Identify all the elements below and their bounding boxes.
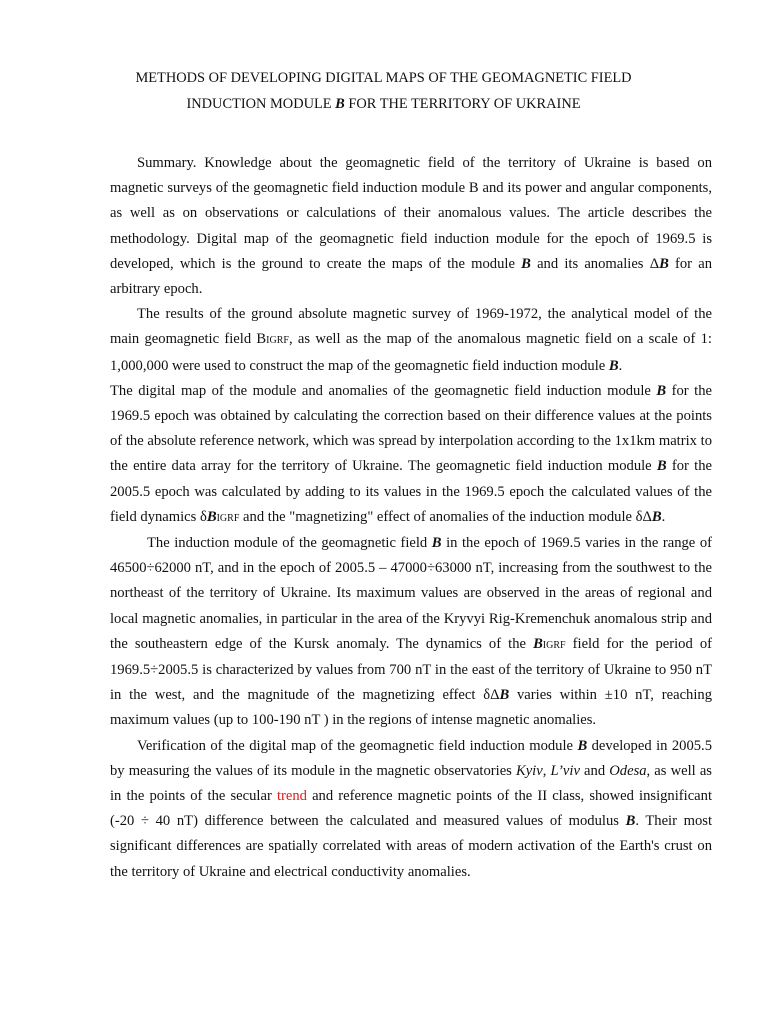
paper-title [55,65,712,117]
text-run: for an arbitrary epoch. [110,255,713,298]
paragraph-digital-map [110,379,712,531]
text-run: Summary. Knowledge about the geomagnetic field of the territory of Ukraine is based on magnetic surveys of the geomagnetic field induction module B and its power and angular components, as well as on observations or calculations of their anomalous values. The article describes the methodology. Digital map of the geomagnetic field induction module for the epoch of 1969.5 is developed, which is the ground to create the maps of the module [110,155,712,272]
text-run: . [661,508,666,525]
paper-body [110,151,712,885]
symbol-b: B [206,508,217,525]
place-kyiv: Kyiv [515,762,543,779]
place-odesa: Odesa [609,762,647,779]
symbol-b: B [499,687,510,704]
symbol-b: B [625,813,636,830]
subscript-igrf: IGRF [216,512,240,524]
paragraph-results [110,302,712,379]
subscript-igrf: IGRF [266,335,289,347]
text-run: . [618,357,623,374]
text-run: and reference magnetic points of the II class, showed insignificant (-20 ÷ 40 nT) difference between the calculated and measured values of modulus [110,788,713,830]
symbol-b: B [533,635,543,652]
symbol-b: B [656,458,667,475]
symbol-b: B [659,255,669,272]
text-run: The induction module of the geomagnetic field [147,535,432,552]
text-run: , as well as in the points of the secular [110,762,712,805]
title-line-1: METHODS OF DEVELOPING DIGITAL MAPS OF THE GEOMAGNETIC FIELD [135,70,632,86]
text-run: The digital map of the module and anomalies of the geomagnetic field induction module [110,382,657,399]
text-run: for the 1969.5 epoch was obtained by calculating the correction based on their difference values at the points of the absolute reference network, which was spread by interpolation according to the 1x1km matrix to the entire data array for the territory of Ukraine. The geomagnetic field induction module [110,382,712,475]
title-line-2 [55,91,712,117]
text-run: , as well as the map of the anomalous magnetic field on a scale of 1: 1,000,000 were used to construct the map of the geomagnetic field induction module [110,331,712,374]
text-run: and the "magnetizing" effect of anomalies of the induction module δΔ [239,508,652,525]
text-run: field for the period of 1969.5÷2005.5 is characterized by values from 700 nT in the east of the territory of Ukraine to 950 nT in the west, and the magnitude of the magnetizing effect δΔ [110,635,712,704]
text-run: and [579,762,610,779]
symbol-b: B [656,382,667,399]
symbol-b: B [577,737,588,754]
subscript-igrf: IGRF [542,639,566,651]
text-run: Verification of the digital map of the geomagnetic field induction module [137,737,578,754]
title-symbol-b: B [335,96,345,112]
text-run: . Their most significant differences are spatially correlated with areas of modern activation of the Earth's crust on the territory of Ukraine and electrical conductivity anomalies. [110,813,712,880]
title-line-2-pre: INDUCTION MODULE [186,96,336,112]
text-run: , [542,762,551,779]
text-run: in the epoch of 1969.5 varies in the range of 46500÷62000 nT, and in the epoch of 2005.5 – 47000÷63000 nT, increasing from the southwest to the northeast of the territory of Ukraine. Its maximum values are observed in the areas of regional and local magnetic anomalies, in particular in the area of the Kryvyi Rig-Kremenchuk anomalous strip and the southeastern edge of the Kursk anomaly. The dynamics of the [110,535,712,652]
highlighted-word-trend: trend [276,788,307,805]
symbol-b: B [521,255,531,272]
place-lviv: L’viv [550,762,580,779]
text-run: for the 2005.5 epoch was calculated by adding to its values in the 1969.5 epoch the calculated values of the field dynamics δ [110,458,712,525]
symbol-delta: Δ [649,255,660,272]
paragraph-induction-module [110,531,712,734]
symbol-b: B [431,535,442,552]
symbol-b: B [651,508,662,525]
text-run: developed in 2005.5 by measuring the values of its module in the magnetic observatories [110,737,712,779]
paragraph-verification [110,734,712,885]
text-run: and its anomalies [530,255,650,272]
text-run: The results of the ground absolute magnetic survey of 1969-1972, the analytical model of the main geomagnetic field B [110,306,712,348]
title-line-2-post: FOR THE TERRITORY OF UKRAINE [344,96,581,112]
text-run: varies within ±10 nT, reaching maximum values (up to 100-190 nT ) in the regions of intense magnetic anomalies. [110,687,712,729]
paragraph-summary [110,151,712,302]
symbol-b: B [608,357,619,374]
